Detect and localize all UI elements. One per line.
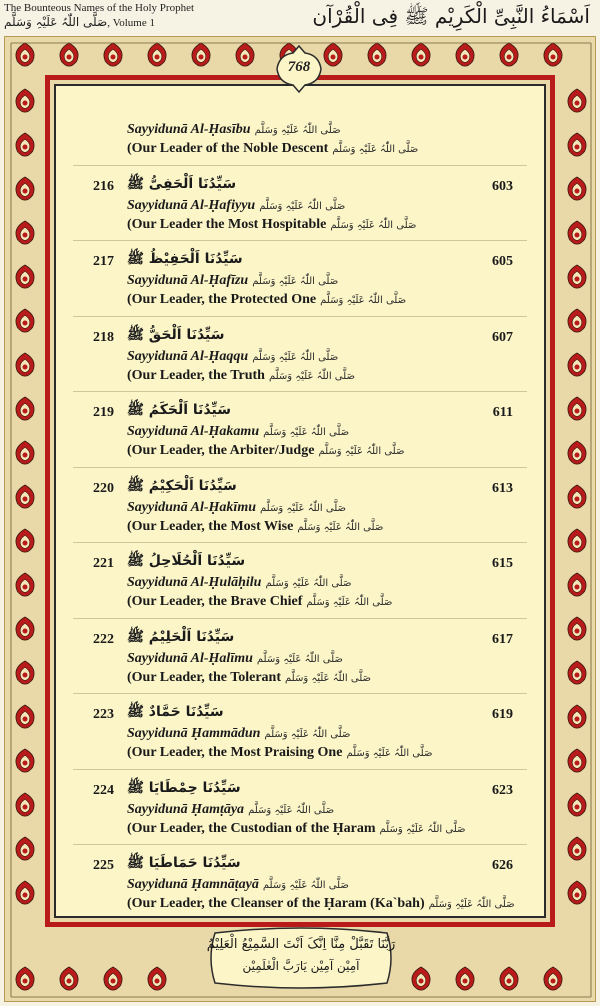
name-entry [57, 553, 543, 626]
floral-motif [568, 529, 586, 552]
entry-page-ref: 605 [492, 254, 513, 269]
honorific-text: صَلَّی اللّٰہُ عَلَیْہِ وَسَلَّم [318, 446, 405, 457]
floral-motif [16, 573, 34, 596]
floral-motif [368, 43, 386, 66]
floral-motif [16, 221, 34, 244]
entry-meaning-line [127, 217, 416, 233]
honorific-text: صَلَّی اللّٰہُ عَلَیْہِ وَسَلَّم [297, 521, 384, 533]
entry-transliteration-line [127, 651, 343, 667]
floral-motif [104, 967, 122, 990]
name-entry [57, 326, 543, 400]
entry-transliteration-line [127, 575, 351, 591]
entry-number: 217 [93, 254, 114, 269]
floral-motif [568, 881, 586, 904]
honorific-text: صَلَّی اللّٰہُ عَلَیْہِ وَسَلَّم [262, 880, 349, 891]
entry-transliteration-line [127, 424, 349, 440]
entry-arabic-name: سَیِّدُنَا حِمْطَایَا ﷺ [127, 779, 241, 796]
top-header [0, 0, 600, 36]
name-entry [57, 251, 543, 324]
closing-dua-line2: آمِیْن آمِیْن یَارَبَّ الْعٰلَمِیْن [242, 959, 360, 973]
entry-meaning-line [127, 519, 383, 535]
floral-motif [60, 967, 78, 990]
entry-meaning: (Our Leader, the Tolerant [127, 669, 282, 685]
entry-divider [73, 316, 527, 317]
floral-motif [16, 441, 34, 464]
entry-page-ref: 615 [492, 556, 513, 571]
floral-motif [568, 221, 586, 244]
floral-motif [16, 309, 34, 332]
floral-motif [456, 43, 474, 66]
entry-transliteration-line [127, 500, 346, 516]
honorific-text: صَلَّی اللّٰہُ عَلَیْہِ وَسَلَّم [256, 653, 343, 665]
entry-page-ref: 619 [492, 707, 513, 722]
entry-transliteration: Sayyidunā Al-Ḥulāḥilu [127, 575, 262, 590]
honorific-text: صَلَّی اللّٰہُ عَلَیْہِ وَسَلَّم [260, 502, 347, 514]
page-number: 768 [287, 59, 311, 75]
entry-transliteration: Sayyidunā Al-Ḥasību [127, 122, 251, 137]
floral-motif [16, 89, 34, 112]
subtitle-volume: , Volume 1 [107, 17, 155, 29]
floral-motif [544, 967, 562, 990]
entry-arabic-name: سَیِّدُنَا اَلْحَفِیْظُ ﷺ [127, 251, 243, 267]
floral-motif [568, 309, 586, 332]
floral-motif [16, 529, 34, 552]
entry-meaning-line [127, 594, 392, 610]
entry-divider [73, 467, 527, 468]
floral-motif [456, 967, 474, 990]
entry-meaning: (Our Leader, the Most Praising One [127, 745, 343, 760]
honorific-text: صَلَّی اللّٰہُ عَلَیْہِ وَسَلَّم [306, 597, 393, 608]
floral-motif [412, 43, 430, 66]
floral-motif [16, 967, 34, 990]
floral-motif [16, 793, 34, 816]
floral-motif [500, 967, 518, 990]
floral-motif [16, 617, 34, 640]
arabic-book-title: اَسْمَاءُ النَّبِیِّ الْکَرِیْم ﷺ فِی الْقُرْآن [312, 4, 590, 28]
entry-arabic-name: سَیِّدُنَا اَلْحُلَاحِلُ ﷺ [127, 553, 246, 569]
floral-motif [236, 43, 254, 66]
entry-page-ref: 607 [492, 329, 513, 345]
floral-motif [16, 881, 34, 904]
entry-divider [73, 165, 527, 166]
entry-number: 223 [93, 707, 114, 722]
floral-motif [568, 397, 586, 420]
entry-divider [73, 618, 527, 619]
floral-motif [104, 43, 122, 66]
floral-motif [568, 265, 586, 288]
entry-page-ref: 611 [492, 405, 513, 420]
floral-motif [568, 133, 586, 156]
floral-motif [568, 749, 586, 772]
floral-motif [544, 43, 562, 66]
honorific-text: صَلَّی اللّٰہُ عَلَیْہِ وَسَلَّم [268, 370, 355, 382]
entry-transliteration: Sayyidunā Al-Ḥakamu [127, 424, 260, 439]
honorific-text: صَلَّی اللّٰہُ عَلَیْہِ وَسَلَّم [263, 427, 350, 438]
floral-motif [16, 661, 34, 684]
entry-transliteration: Sayyidunā Al-Ḥaqqu [127, 348, 249, 364]
entry-meaning-line [127, 292, 406, 308]
ornamental-frame [4, 36, 596, 1002]
entry-meaning: (Our Leader, the Brave Chief [127, 594, 303, 609]
floral-motif [568, 485, 586, 508]
floral-motif [568, 573, 586, 596]
entry-number: 219 [93, 405, 114, 420]
floral-motif [16, 485, 34, 508]
entry-arabic-name: سَیِّدُنَا اَلْحَکِیْمُ ﷺ [127, 477, 237, 494]
entry-page-ref: 617 [492, 631, 513, 647]
floral-motif [16, 43, 34, 66]
floral-motif [148, 43, 166, 66]
entry-transliteration: Sayyidunā Al-Ḥakīmu [127, 499, 257, 515]
book-subtitle [4, 15, 155, 30]
entry-transliteration-line [127, 802, 334, 818]
entry-number: 218 [93, 329, 114, 345]
entry-transliteration: Sayyidunā Al-Ḥalīmu [127, 650, 253, 666]
honorific-text: صَلَّی اللّٰہُ عَلَیْہِ وَسَلَّم [259, 200, 346, 212]
honorific-text: صَلَّی اللّٰہُ عَلَیْہِ وَسَلَّم [379, 823, 466, 835]
entry-page-ref: 626 [492, 858, 513, 873]
entry-transliteration-line [127, 273, 338, 289]
floral-motif [568, 89, 586, 112]
entry-meaning-line [127, 141, 418, 157]
entry-arabic-name: سَیِّدُنَا اَلْحَلِیْمُ ﷺ [127, 628, 235, 645]
entry-transliteration-line [127, 122, 341, 138]
entry-arabic-name: سَیِّدُنَا اَلْحَکَمُ ﷺ [127, 402, 232, 418]
floral-motif [568, 353, 586, 376]
entry-page-ref: 623 [492, 782, 513, 798]
entry-transliteration-line [127, 877, 349, 893]
floral-motif [324, 43, 342, 66]
entry-number: 225 [93, 858, 114, 873]
entry-meaning: (Our Leader, the Custodian of the Ḥaram [127, 820, 376, 836]
floral-motif [16, 749, 34, 772]
honorific-text: صَلَّی اللّٰہُ عَلَیْہِ وَسَلَّم [285, 672, 372, 684]
entry-divider [73, 844, 527, 845]
floral-motif [568, 617, 586, 640]
entry-transliteration: Sayyidunā Ḥamṭāya [127, 801, 245, 817]
entry-transliteration: Sayyidunā Ḥammādun [127, 726, 261, 741]
entry-meaning: (Our Leader, the Truth [127, 367, 265, 383]
closing-dua-line1: رَبَّنَا تَقَبَّلْ مِنَّا اِنَّکَ اَنْتَ السَّمِیْعُ الْعَلِیْمُ [206, 937, 396, 952]
floral-motif [568, 705, 586, 728]
floral-motif [60, 43, 78, 66]
floral-motif [192, 43, 210, 66]
entry-number: 220 [93, 480, 114, 496]
entry-transliteration-line [127, 349, 338, 365]
entry-number: 221 [93, 556, 114, 571]
entry-meaning: (Our Leader of the Noble Descent [127, 141, 329, 156]
entry-page-ref: 613 [492, 480, 513, 496]
entry-meaning-line [127, 745, 432, 761]
name-entry [57, 477, 543, 551]
floral-motif [16, 133, 34, 156]
entry-meaning: (Our Leader, the Protected One [127, 292, 317, 307]
honorific-text: صَلَّی اللّٰہُ عَلَیْہِ وَسَلَّم [252, 276, 339, 287]
entry-number: 216 [93, 178, 114, 194]
entry-meaning: (Our Leader the Most Hospitable [127, 216, 327, 232]
floral-motif [16, 837, 34, 860]
entry-transliteration: Sayyidunā Al-Ḥafīzu [127, 273, 249, 288]
honorific-text: صَلَّی اللّٰہُ عَلَیْہِ وَسَلَّم [252, 351, 339, 363]
entry-number: 224 [93, 782, 114, 798]
honorific-text: صَلَّی اللّٰہُ عَلَیْہِ وَسَلَّم [346, 748, 433, 759]
floral-motif [16, 353, 34, 376]
floral-motif [148, 967, 166, 990]
entry-arabic-name: سَیِّدُنَا حَمَّادٌ ﷺ [127, 704, 224, 720]
floral-motif [16, 397, 34, 420]
entry-arabic-name: سَیِّدُنَا اَلْحَفِیُّ ﷺ [127, 175, 237, 192]
honorific-text: صَلَّی اللّٰہُ عَلَیْہِ وَسَلَّم [254, 125, 341, 136]
entry-arabic-name: سَیِّدُنَا حَمَاطَیَا ﷺ [127, 855, 241, 871]
name-entry [57, 175, 543, 249]
floral-motif [412, 967, 430, 990]
floral-motif [500, 43, 518, 66]
honorific-text: صَلَّی اللّٰہُ عَلَیْہِ وَسَلَّم [428, 899, 515, 910]
name-entry [57, 402, 543, 475]
entry-transliteration: Sayyidunā Ḥamnāṭayā [127, 877, 259, 892]
floral-motif [568, 837, 586, 860]
entry-meaning: (Our Leader, the Most Wise [127, 518, 294, 534]
floral-motif [568, 793, 586, 816]
floral-motif [568, 661, 586, 684]
entry-meaning-line [127, 368, 355, 384]
floral-motif [568, 177, 586, 200]
entry-transliteration-line [127, 198, 345, 214]
entry-divider [73, 542, 527, 543]
floral-motif [16, 265, 34, 288]
floral-motif [568, 441, 586, 464]
entry-meaning-line [127, 821, 466, 837]
entry-page-ref: 603 [492, 178, 513, 194]
entry-meaning: (Our Leader, the Arbiter/Judge [127, 443, 315, 458]
floral-motif [16, 177, 34, 200]
entry-arabic-name: سَیِّدُنَا اَلْحَقُّ ﷺ [127, 326, 225, 343]
entry-meaning-line [127, 670, 371, 686]
entry-meaning-line [127, 896, 515, 912]
name-entry [57, 628, 543, 702]
name-entry [57, 704, 543, 777]
book-title: The Bounteous Names of the Holy Prophet [4, 2, 195, 14]
subtitle-arabic: صَلَّی اللّٰہُ عَلَیْہِ وَسَلَّم [4, 15, 108, 29]
entry-divider [73, 769, 527, 770]
honorific-text: صَلَّی اللّٰہُ عَلَیْہِ وَسَلَّم [332, 144, 419, 155]
honorific-text: صَلَّی اللّٰہُ عَلَیْہِ وَسَلَّم [265, 578, 352, 589]
entry-number: 222 [93, 631, 114, 647]
entry-divider [73, 693, 527, 694]
honorific-text: صَلَّی اللّٰہُ عَلَیْہِ وَسَلَّم [320, 295, 407, 306]
honorific-text: صَلَّی اللّٰہُ عَلَیْہِ وَسَلَّم [264, 729, 351, 740]
name-entry [57, 855, 543, 928]
entry-transliteration: Sayyidunā Al-Ḥafiyyu [127, 197, 256, 213]
floral-motif [16, 705, 34, 728]
name-entry [57, 103, 543, 173]
entry-meaning-line [127, 443, 404, 459]
entry-divider [73, 391, 527, 392]
entry-divider [73, 240, 527, 241]
entry-transliteration-line [127, 726, 350, 742]
honorific-text: صَلَّی اللّٰہُ عَلَیْہِ وَسَلَّم [330, 219, 417, 231]
honorific-text: صَلَّی اللّٰہُ عَلَیْہِ وَسَلَّم [248, 804, 335, 816]
name-entry [57, 779, 543, 853]
entry-meaning: (Our Leader, the Cleanser of the Ḥaram (Ka`bah) [127, 896, 425, 911]
